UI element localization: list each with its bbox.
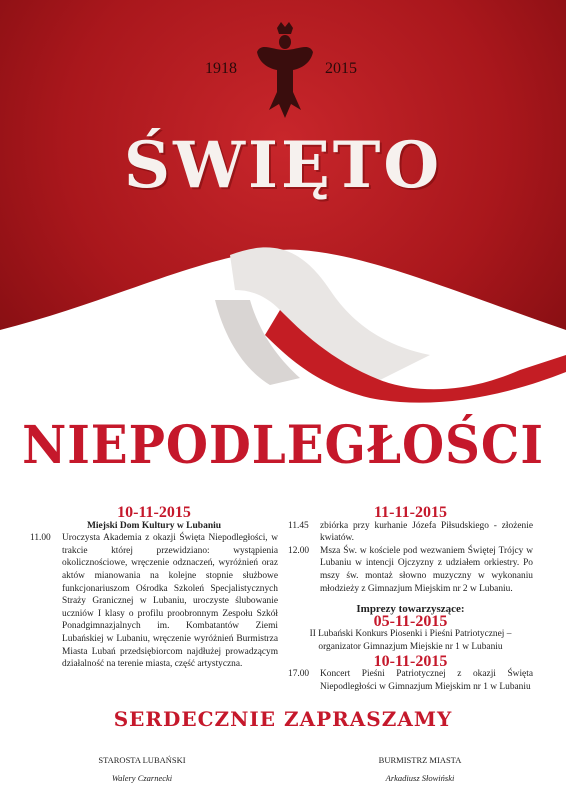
right-column xyxy=(288,504,533,693)
event-row xyxy=(288,520,533,545)
side-events-title: Imprezy towarzyszące: xyxy=(356,603,465,616)
left-column xyxy=(30,504,278,671)
date-right: 11-11-2015 xyxy=(374,504,447,521)
event-text: Koncert Pieśni Patriotycznej z okazji Święta Niepodległości w Gimnazjum Miejskim nr 1 w Lubaniu xyxy=(320,669,533,692)
name-right: Arkadiusz Słowiński xyxy=(385,773,455,783)
event-time: 12.00 xyxy=(288,545,310,556)
event-row xyxy=(288,628,533,653)
role-left: STAROSTA LUBAŃSKI xyxy=(98,755,186,765)
role-right: BURMISTRZ MIASTA xyxy=(378,755,462,765)
event-row xyxy=(288,545,533,595)
signature-left xyxy=(62,755,222,783)
venue: Miejski Dom Kultury w Lubaniu xyxy=(86,520,222,531)
date-left: 10-11-2015 xyxy=(117,504,191,521)
event-time: 11.45 xyxy=(288,520,309,531)
event-time: 11.00 xyxy=(30,533,51,544)
title-niepodleglosci: NIEPODLEGŁOŚCI xyxy=(22,415,544,476)
event-text: II Lubański Konkurs Piosenki i Pieśni Patriotycznej – organizator Gimnazjum Miejskie nr 1 w Lubaniu xyxy=(309,629,512,652)
event-time: 17.00 xyxy=(288,669,310,680)
name-left: Walery Czarnecki xyxy=(111,773,173,783)
eagle-emblem-icon xyxy=(255,22,315,122)
event-text: zbiórka przy kurhanie Józefa Piłsudskiego - złożenie kwiatów. xyxy=(320,520,533,544)
date-side-2: 10-11-2015 xyxy=(373,652,448,670)
event-text: Msza Św. w kościele pod wezwaniem Świętej Trójcy w Lubaniu w intencji Ojczyzny z udziałem orkiestry. Po mszy św. montaż słowno muzyczny w wykonaniu młodzieży z Gimnazjum Miejskim nr 2 w Lubaniu. xyxy=(320,545,533,594)
event-row xyxy=(288,668,533,693)
invite-text: SERDECZNIE ZAPRASZAMY xyxy=(113,707,453,731)
title-swieto: ŚWIĘTO xyxy=(123,128,443,203)
date-side-1: 05-11-2015 xyxy=(373,612,448,630)
signature-right xyxy=(340,755,500,783)
year-end: 2015 xyxy=(325,60,357,77)
event-text: Uroczysta Akademia z okazji Święta Niepodległości, w trakcie której przewidziano: wystąpienia okolicznościowe, wręczenie odznaczeń, wyróżnień oraz aktów mianowania na kolejne stopnie służbowe funkcjonariuszom Ośrodka Szkoleń Specjalistycznych Straży Granicznej w Lubaniu, uroczyste ślubowanie uczniów I klasy o profilu proobronnym Zespołu Szkół Ponadgimnazjalnych im. Kombatantów Ziemi Lubańskiej w Lubaniu, wręczenie wyróżnień Burmistrza Miasta Lubań przedsiębiorcom najdłużej prowadzącym działalność na terenie miasta, część artystyczna. xyxy=(62,533,278,670)
year-start: 1918 xyxy=(205,60,237,77)
event-row xyxy=(30,532,278,671)
